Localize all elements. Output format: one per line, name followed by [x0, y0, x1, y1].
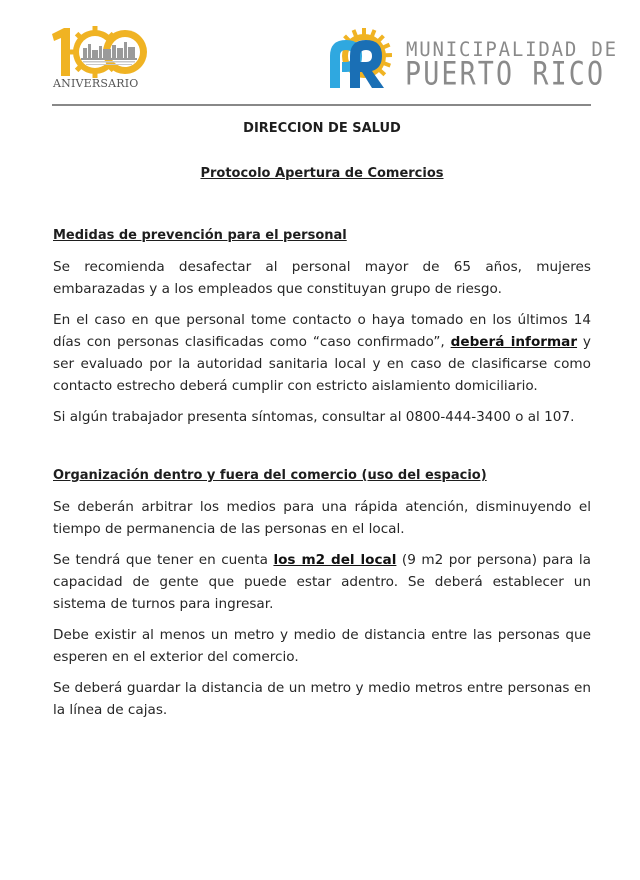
paragraph-text: (9 m2 por persona) para la capacidad de gente que puede estar adentro. Se deberá establecer un sistema de turnos para ingresar. [53, 552, 591, 612]
emphasis-text: deberá informar [450, 334, 578, 350]
paragraph: Se recomienda desafectar al personal mayor de 65 años, mujeres embarazadas y a los empleados que constituyan grupo de riesgo. [53, 259, 591, 297]
municipality-name-line1: MUNICIPALIDAD DE [406, 38, 618, 62]
paragraph: Se deberá guardar la distancia de un metro y medio metros entre personas en la línea de cajas. [53, 680, 591, 718]
department-title: DIRECCION DE SALUD [243, 121, 401, 136]
paragraph-text: y ser evaluado por la autoridad sanitaria local y en caso de clasificarse como contacto estrecho deberá cumplir con estricto aislamiento domiciliario. [53, 334, 591, 394]
emphasis-text: los m2 del local [273, 552, 397, 568]
paragraph: Se deberán arbitrar los medios para una rápida atención, disminuyendo el tiempo de permanencia de las personas en el local. [53, 499, 591, 537]
centenary-logo [50, 26, 150, 92]
document-title: Protocolo Apertura de Comercios [200, 166, 444, 181]
paragraph: Debe existir al menos un metro y medio de distancia entre las personas que esperen en el exterior del comercio. [53, 627, 591, 665]
municipality-logo [326, 28, 618, 94]
header-divider [52, 104, 591, 106]
paragraph-text: En el caso en que personal tome contacto o haya tomado en los últimos 14 días con personas clasificadas como “caso confirmado”, [53, 312, 591, 350]
centenary-gear-logo-icon [50, 26, 150, 78]
letterhead [0, 0, 640, 110]
paragraph: Si algún trabajador presenta síntomas, consultar al 0800-444-3400 o al 107. [53, 409, 575, 425]
paragraph [53, 309, 591, 397]
section-staff-prevention [53, 225, 591, 428]
pr-sun-logo-icon [326, 28, 392, 92]
section-heading: Organización dentro y fuera del comercio (uso del espacio) [53, 468, 487, 483]
anniversary-caption: ANIVERSARIO [53, 77, 139, 90]
paragraph [53, 549, 591, 615]
document-body [53, 118, 591, 721]
section-heading: Medidas de prevención para el personal [53, 228, 347, 243]
municipality-name-line2: PUERTO RICO [405, 56, 606, 93]
paragraph-text: Se tendrá que tener en cuenta [53, 552, 274, 568]
section-space-organization [53, 465, 591, 721]
